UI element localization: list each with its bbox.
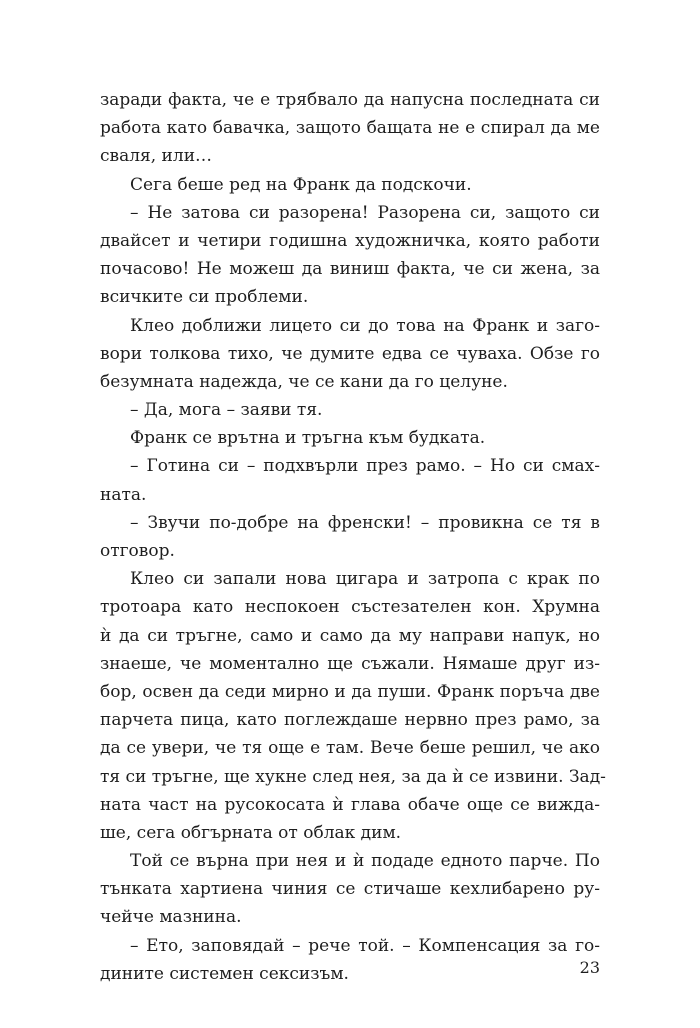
text-line: всичките си проблеми. bbox=[100, 287, 309, 308]
text-line: – Не затова си разорена! Разорена си, защото си bbox=[130, 202, 600, 223]
text-line: Сега беше ред на Франк да подскочи. bbox=[130, 174, 472, 195]
text-line: ше, сега обгърната от облак дим. bbox=[100, 822, 402, 843]
text-line: Той се върна при нея и ѝ подаде едното парче. По bbox=[130, 851, 600, 872]
text-line: Клео си запали нова цигара и затропа с крак по bbox=[130, 569, 600, 590]
text-line: да се увери, че тя още е там. Вече беше решил, че ако bbox=[100, 738, 600, 759]
text-line: сваля, или… bbox=[100, 146, 213, 167]
text-line: парчета пица, като поглеждаше нервно през рамо, за bbox=[100, 710, 600, 731]
text-line: тя си тръгне, ще хукне след нея, за да ѝ се извини. Зад- bbox=[100, 766, 606, 787]
text-line: – Звучи по-добре на френски! – провикна се тя в bbox=[130, 512, 600, 533]
text-line: Франк се врътна и тръгна към будката. bbox=[130, 428, 486, 449]
text-line: вори толкова тихо, че думите едва се чуваха. Обзе го bbox=[100, 343, 600, 364]
text-line: заради факта, че е трябвало да напусна последната си bbox=[100, 90, 600, 110]
text-line: Клео доближи лицето си до това на Франк и заго- bbox=[130, 315, 600, 336]
text-line: отговор. bbox=[100, 541, 175, 561]
text-line: ната. bbox=[100, 484, 147, 505]
text-line: работа като бавачка, защото бащата не е спирал да ме bbox=[100, 118, 600, 139]
text-line: – Готина си – подхвърли през рамо. – Но си смах- bbox=[130, 456, 600, 477]
text-line: ната част на русокосата ѝ глава обаче още се вижда- bbox=[100, 794, 600, 815]
text-line: чейче мазнина. bbox=[100, 907, 242, 928]
text-line: – Ето, заповядай – рече той. – Компенсация за го- bbox=[130, 935, 600, 956]
text-line: бор, освен да седи мирно и да пуши. Франк поръча две bbox=[100, 681, 600, 702]
text-line: знаеше, че моментално ще съжали. Нямаше друг из- bbox=[100, 653, 600, 674]
page-number: 23 bbox=[579, 958, 600, 977]
text-line: безумната надежда, че се кани да го целуне. bbox=[100, 371, 508, 392]
text-line: тротоара като неспокоен състезателен кон. Хрумна bbox=[100, 597, 600, 618]
text-line: дините системен сексизъм. bbox=[100, 963, 349, 984]
text-line: ѝ да си тръгне, само и само да му направи напук, но bbox=[100, 625, 600, 646]
body-text bbox=[100, 86, 606, 988]
text-line: тънката хартиена чиния се стичаше кехлибарено ру- bbox=[100, 879, 600, 900]
text-line: почасово! Не можеш да виниш факта, че си жена, за bbox=[100, 259, 600, 280]
text-line: двайсет и четири годишна художничка, която работи bbox=[100, 230, 600, 251]
text-line: – Да, мога – заяви тя. bbox=[130, 400, 323, 421]
